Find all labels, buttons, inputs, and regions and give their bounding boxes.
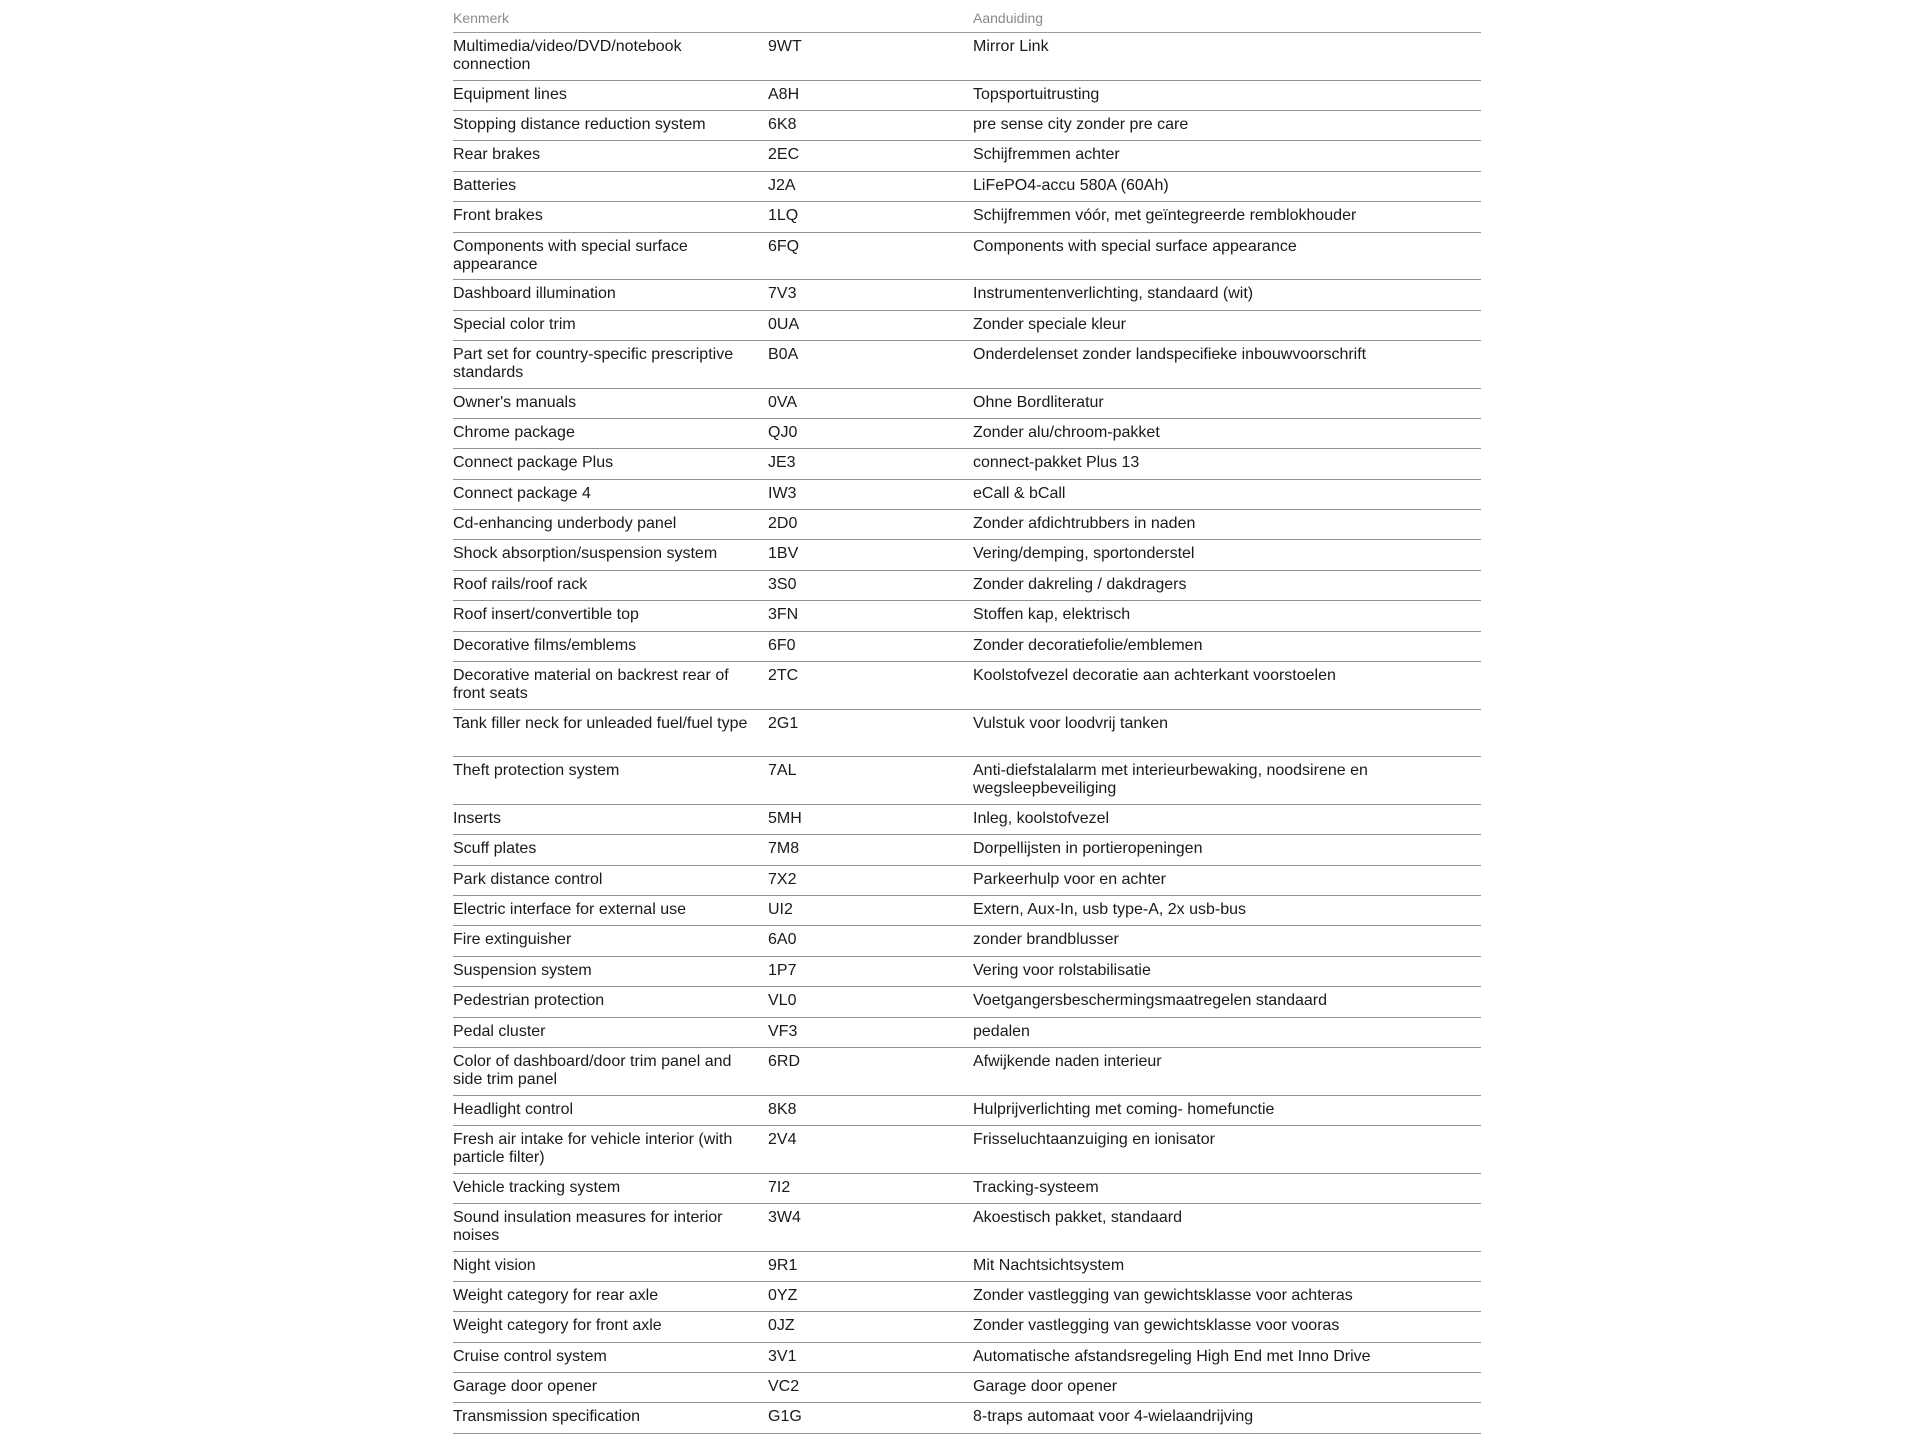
cell-code: 7M8	[768, 840, 800, 858]
cell-kenmerk: Cd-enhancing underbody panel	[453, 515, 677, 533]
cell-code: 3V1	[768, 1347, 797, 1365]
cell-kenmerk: Dashboard illumination	[453, 285, 616, 303]
table-body	[453, 33, 1481, 1434]
cell-kenmerk: Connect package Plus	[453, 454, 614, 472]
cell-kenmerk: Weight category for rear axle	[453, 1286, 659, 1304]
cell-code: VL0	[768, 992, 797, 1010]
cell-code: IW3	[768, 484, 797, 502]
cell-code: 2EC	[768, 146, 800, 164]
table-row	[453, 141, 1481, 171]
cell-aanduiding: Hulprijverlichting met coming- homefunctie	[973, 1100, 1275, 1118]
cell-kenmerk: Headlight control	[453, 1100, 574, 1118]
table-row	[453, 1174, 1481, 1204]
cell-code: 7AL	[768, 762, 797, 780]
cell-code: 6A0	[768, 931, 797, 949]
cell-aanduiding: Zonder vastlegging van gewichtsklasse voor achteras	[973, 1286, 1353, 1304]
cell-aanduiding: pedalen	[973, 1022, 1030, 1040]
cell-kenmerk: Scuff plates	[453, 840, 537, 858]
table-row	[453, 1403, 1481, 1433]
cell-kenmerk: Fresh air intake for vehicle interior (with particle filter)	[453, 1130, 733, 1166]
table-row	[453, 866, 1481, 896]
table-row	[453, 480, 1481, 510]
cell-aanduiding: Afwijkende naden interieur	[973, 1052, 1162, 1070]
table-row	[453, 1282, 1481, 1312]
table-row	[453, 449, 1481, 479]
cell-code: 2G1	[768, 714, 799, 732]
cell-code: 1LQ	[768, 207, 799, 225]
cell-code: UI2	[768, 900, 793, 918]
cell-code: 8K8	[768, 1100, 797, 1118]
equipment-table	[453, 10, 1481, 1434]
cell-aanduiding: Schijfremmen achter	[973, 146, 1120, 164]
cell-kenmerk: Sound insulation measures for interior noises	[453, 1208, 723, 1244]
cell-code: 6FQ	[768, 237, 800, 255]
header-kenmerk: Kenmerk	[453, 10, 510, 26]
cell-code: 2V4	[768, 1130, 797, 1148]
cell-kenmerk: Transmission specification	[453, 1408, 641, 1426]
cell-code: B0A	[768, 345, 799, 363]
cell-aanduiding: Vulstuk voor loodvrij tanken	[973, 714, 1169, 732]
table-row	[453, 1048, 1481, 1096]
table-row	[453, 1126, 1481, 1174]
cell-kenmerk: Shock absorption/suspension system	[453, 545, 718, 563]
cell-aanduiding: Dorpellijsten in portieropeningen	[973, 840, 1203, 858]
table-row	[453, 1312, 1481, 1342]
table-row	[453, 926, 1481, 956]
table-row	[453, 601, 1481, 631]
table-row	[453, 1018, 1481, 1048]
cell-kenmerk: Garage door opener	[453, 1378, 598, 1396]
cell-aanduiding: Topsportuitrusting	[973, 85, 1100, 103]
table-row	[453, 311, 1481, 341]
cell-kenmerk: Suspension system	[453, 961, 592, 979]
cell-kenmerk: Vehicle tracking system	[453, 1178, 621, 1196]
cell-kenmerk: Cruise control system	[453, 1347, 607, 1365]
table-row	[453, 202, 1481, 232]
cell-code: J2A	[768, 176, 796, 194]
cell-code: 3W4	[768, 1208, 801, 1226]
cell-aanduiding: LiFePO4-accu 580A (60Ah)	[973, 176, 1169, 194]
cell-aanduiding: Zonder speciale kleur	[973, 315, 1126, 333]
cell-aanduiding: Instrumentenverlichting, standaard (wit)	[973, 285, 1254, 303]
table-row	[453, 1343, 1481, 1373]
table-row	[453, 710, 1481, 758]
cell-kenmerk: Color of dashboard/door trim panel and side trim panel	[453, 1052, 732, 1088]
cell-kenmerk: Theft protection system	[453, 762, 620, 780]
cell-aanduiding: Schijfremmen vóór, met geïntegreerde remblokhouder	[973, 207, 1357, 225]
cell-kenmerk: Roof insert/convertible top	[453, 606, 639, 624]
cell-kenmerk: Part set for country-specific prescriptive standards	[453, 345, 734, 381]
cell-aanduiding: Frisseluchtaanzuiging en ionisator	[973, 1130, 1215, 1148]
header-aanduiding: Aanduiding	[973, 10, 1044, 26]
cell-aanduiding: Vering/demping, sportonderstel	[973, 545, 1195, 563]
cell-code: VC2	[768, 1378, 800, 1396]
cell-code: 7I2	[768, 1178, 791, 1196]
cell-aanduiding: Zonder afdichtrubbers in naden	[973, 515, 1196, 533]
cell-kenmerk: Pedal cluster	[453, 1022, 546, 1040]
cell-aanduiding: 8-traps automaat voor 4-wielaandrijving	[973, 1408, 1254, 1426]
cell-code: 6F0	[768, 636, 796, 654]
cell-kenmerk: Stopping distance reduction system	[453, 115, 706, 133]
cell-kenmerk: Decorative material on backrest rear of front seats	[453, 667, 729, 703]
cell-aanduiding: Parkeerhulp voor en achter	[973, 870, 1166, 888]
table-row	[453, 1373, 1481, 1403]
cell-aanduiding: Vering voor rolstabilisatie	[973, 961, 1151, 979]
cell-kenmerk: Pedestrian protection	[453, 992, 605, 1010]
cell-aanduiding: Inleg, koolstofvezel	[973, 809, 1110, 827]
cell-kenmerk: Owner's manuals	[453, 393, 577, 411]
cell-kenmerk: Multimedia/video/DVD/notebook connection	[453, 38, 682, 73]
table-row	[453, 757, 1481, 805]
cell-aanduiding: Voetgangersbeschermingsmaatregelen standaard	[973, 992, 1328, 1010]
table-row	[453, 419, 1481, 449]
cell-aanduiding: Tracking-systeem	[973, 1178, 1099, 1196]
table-row	[453, 172, 1481, 202]
cell-aanduiding: Zonder vastlegging van gewichtsklasse voor vooras	[973, 1317, 1340, 1335]
cell-kenmerk: Park distance control	[453, 870, 603, 888]
table-row	[453, 341, 1481, 389]
cell-code: JE3	[768, 454, 796, 472]
cell-aanduiding: Zonder dakreling / dakdragers	[973, 575, 1187, 593]
cell-code: 0YZ	[768, 1286, 798, 1304]
cell-code: 6RD	[768, 1052, 801, 1070]
cell-aanduiding: Koolstofvezel decoratie aan achterkant voorstoelen	[973, 667, 1336, 685]
cell-aanduiding: Garage door opener	[973, 1378, 1118, 1396]
cell-aanduiding: pre sense city zonder pre care	[973, 115, 1189, 133]
cell-code: 3FN	[768, 606, 799, 624]
table-row	[453, 33, 1481, 81]
table-row	[453, 662, 1481, 710]
cell-kenmerk: Inserts	[453, 809, 502, 827]
cell-kenmerk: Night vision	[453, 1256, 536, 1274]
cell-kenmerk: Special color trim	[453, 315, 576, 333]
cell-code: 2D0	[768, 515, 798, 533]
table-row	[453, 571, 1481, 601]
cell-kenmerk: Tank filler neck for unleaded fuel/fuel type	[453, 714, 748, 732]
table-row	[453, 632, 1481, 662]
cell-kenmerk: Equipment lines	[453, 85, 567, 103]
cell-code: 9WT	[768, 38, 802, 55]
table-row	[453, 957, 1481, 987]
cell-kenmerk: Batteries	[453, 176, 517, 194]
table-row	[453, 896, 1481, 926]
table-row	[453, 987, 1481, 1017]
cell-code: VF3	[768, 1022, 798, 1040]
cell-code: A8H	[768, 85, 800, 103]
cell-code: QJ0	[768, 423, 798, 441]
cell-aanduiding: Anti-diefstalalarm met interieurbewaking, noodsirene en wegsleepbeveiliging	[973, 762, 1368, 798]
cell-code: 0JZ	[768, 1317, 795, 1335]
cell-aanduiding: zonder brandblusser	[973, 931, 1119, 949]
table-row	[453, 81, 1481, 111]
cell-aanduiding: Automatische afstandsregeling High End met Inno Drive	[973, 1347, 1371, 1365]
cell-aanduiding: eCall & bCall	[973, 484, 1066, 502]
cell-code: G1G	[768, 1408, 802, 1426]
table-row	[453, 1204, 1481, 1252]
cell-aanduiding: Ohne Bordliteratur	[973, 393, 1104, 411]
cell-aanduiding: Akoestisch pakket, standaard	[973, 1208, 1183, 1226]
table-row	[453, 805, 1481, 835]
cell-kenmerk: Front brakes	[453, 207, 543, 225]
cell-code: 7X2	[768, 870, 797, 888]
cell-code: 3S0	[768, 575, 797, 593]
cell-aanduiding: Components with special surface appearance	[973, 237, 1297, 255]
table-row	[453, 835, 1481, 865]
table-row	[453, 233, 1481, 281]
cell-kenmerk: Roof rails/roof rack	[453, 575, 588, 593]
cell-aanduiding: Zonder alu/chroom-pakket	[973, 423, 1160, 441]
table-header	[453, 10, 1481, 33]
cell-kenmerk: Connect package 4	[453, 484, 591, 502]
cell-code: 1P7	[768, 961, 797, 979]
table-row	[453, 111, 1481, 141]
cell-code: 0UA	[768, 315, 800, 333]
cell-code: 2TC	[768, 667, 799, 685]
cell-aanduiding: connect-pakket Plus 13	[973, 454, 1140, 472]
cell-aanduiding: Stoffen kap, elektrisch	[973, 606, 1131, 624]
cell-code: 5MH	[768, 809, 802, 827]
cell-kenmerk: Fire extinguisher	[453, 931, 572, 949]
cell-aanduiding: Mit Nachtsichtsystem	[973, 1256, 1125, 1274]
table-row	[453, 1096, 1481, 1126]
cell-kenmerk: Rear brakes	[453, 146, 541, 164]
cell-kenmerk: Weight category for front axle	[453, 1317, 662, 1335]
cell-kenmerk: Components with special surface appearance	[453, 237, 688, 273]
table-row	[453, 280, 1481, 310]
table-row	[453, 389, 1481, 419]
table-row	[453, 540, 1481, 570]
cell-code: 1BV	[768, 545, 799, 563]
cell-aanduiding: Mirror Link	[973, 38, 1049, 55]
cell-code: 7V3	[768, 285, 797, 303]
table-row	[453, 510, 1481, 540]
cell-kenmerk: Decorative films/emblems	[453, 636, 637, 654]
cell-aanduiding: Extern, Aux-In, usb type-A, 2x usb-bus	[973, 900, 1247, 918]
table-row	[453, 1252, 1481, 1282]
cell-code: 9R1	[768, 1256, 798, 1274]
cell-code: 6K8	[768, 115, 797, 133]
cell-kenmerk: Chrome package	[453, 423, 575, 441]
cell-aanduiding: Zonder decoratiefolie/emblemen	[973, 636, 1203, 654]
cell-code: 0VA	[768, 393, 798, 411]
cell-kenmerk: Electric interface for external use	[453, 900, 686, 918]
cell-aanduiding: Onderdelenset zonder landspecifieke inbouwvoorschrift	[973, 345, 1367, 363]
